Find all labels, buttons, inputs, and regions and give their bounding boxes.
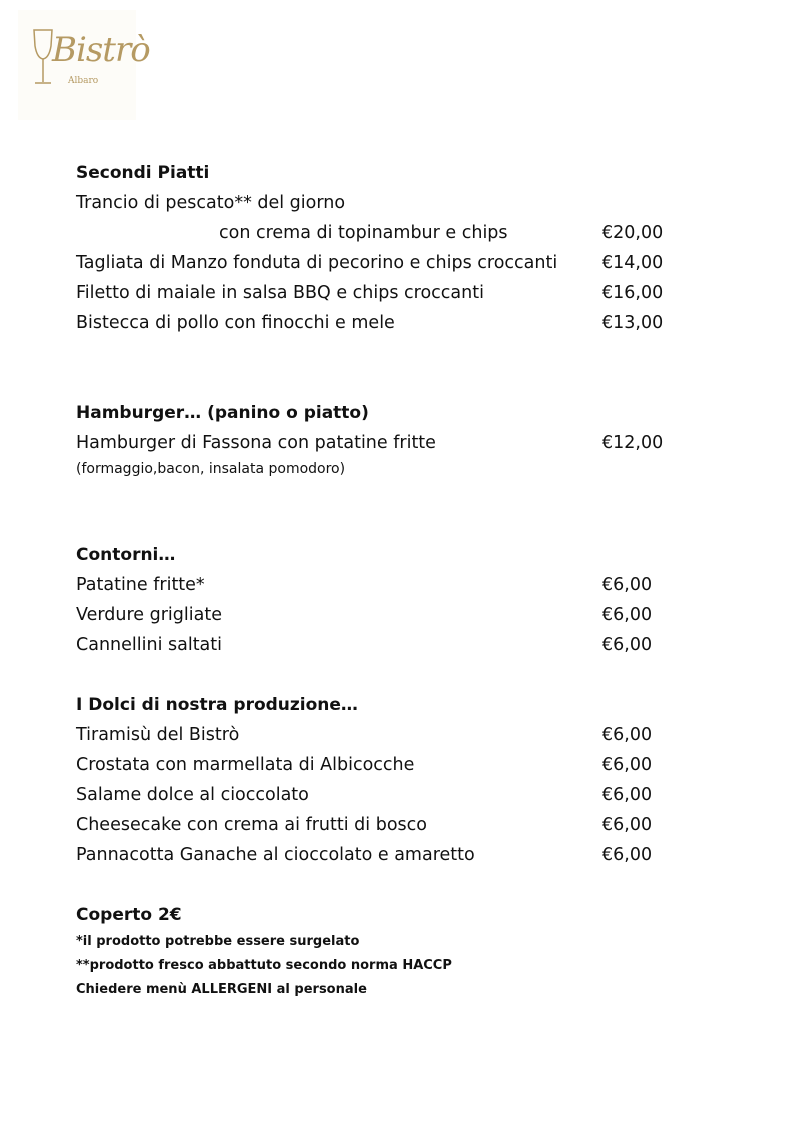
item-price: €6,00 — [602, 815, 653, 835]
item-price: €6,00 — [602, 845, 653, 865]
item-name: Hamburger di Fassona con patatine fritte — [76, 433, 436, 453]
wine-glass-icon — [32, 28, 54, 90]
section-title-secondi: Secondi Piatti — [76, 163, 210, 183]
menu-item — [76, 278, 716, 308]
logo-subtitle: Albaro — [68, 76, 99, 86]
logo-name: Bistrò — [52, 30, 150, 70]
item-price: €20,00 — [602, 223, 664, 243]
restaurant-logo — [18, 10, 150, 120]
item-price: €6,00 — [602, 575, 653, 595]
item-name: Patatine fritte* — [76, 575, 205, 595]
item-price: €12,00 — [602, 433, 664, 453]
menu-item — [76, 188, 716, 218]
menu-item — [76, 600, 716, 630]
item-name: Tiramisù del Bistrò — [76, 725, 240, 745]
menu-item — [76, 570, 716, 600]
item-name: Filetto di maiale in salsa BBQ e chips croccanti — [76, 283, 484, 303]
item-name: Salame dolce al cioccolato — [76, 785, 309, 805]
cover-charge: Coperto 2€ — [76, 905, 182, 925]
item-name: Trancio di pescato** del giorno — [76, 193, 346, 213]
footnote-frozen: *il prodotto potrebbe essere surgelato — [76, 934, 360, 949]
item-price: €6,00 — [602, 785, 653, 805]
item-price: €16,00 — [602, 283, 664, 303]
item-price: €13,00 — [602, 313, 664, 333]
item-name: Crostata con marmellata di Albicocche — [76, 755, 415, 775]
menu-content — [76, 158, 716, 1002]
item-price: €14,00 — [602, 253, 664, 273]
menu-item — [76, 248, 716, 278]
menu-item — [76, 218, 716, 248]
item-name: Bistecca di pollo con finocchi e mele — [76, 313, 395, 333]
item-name: Verdure grigliate — [76, 605, 222, 625]
section-title-contorni: Contorni… — [76, 545, 176, 565]
footnote-haccp: **prodotto fresco abbattuto secondo norma HACCP — [76, 958, 452, 973]
menu-item — [76, 720, 716, 750]
menu-item — [76, 308, 716, 338]
menu-item — [76, 750, 716, 780]
menu-item — [76, 428, 716, 458]
item-price: €6,00 — [602, 725, 653, 745]
item-note: (formaggio,bacon, insalata pomodoro) — [76, 461, 346, 477]
menu-item — [76, 840, 716, 870]
footnote-allergens: Chiedere menù ALLERGENI al personale — [76, 982, 367, 997]
item-price: €6,00 — [602, 635, 653, 655]
item-name: Pannacotta Ganache al cioccolato e amaretto — [76, 845, 475, 865]
menu-item — [76, 810, 716, 840]
item-name: Tagliata di Manzo fonduta di pecorino e chips croccanti — [76, 253, 558, 273]
item-name: Cheesecake con crema ai frutti di bosco — [76, 815, 427, 835]
item-price: €6,00 — [602, 755, 653, 775]
item-price: €6,00 — [602, 605, 653, 625]
section-title-dolci: I Dolci di nostra produzione… — [76, 695, 358, 715]
menu-item — [76, 630, 716, 660]
item-name: Cannellini saltati — [76, 635, 223, 655]
section-title-hamburger: Hamburger… (panino o piatto) — [76, 403, 369, 423]
item-name: con crema di topinambur e chips — [219, 223, 508, 243]
menu-item — [76, 780, 716, 810]
